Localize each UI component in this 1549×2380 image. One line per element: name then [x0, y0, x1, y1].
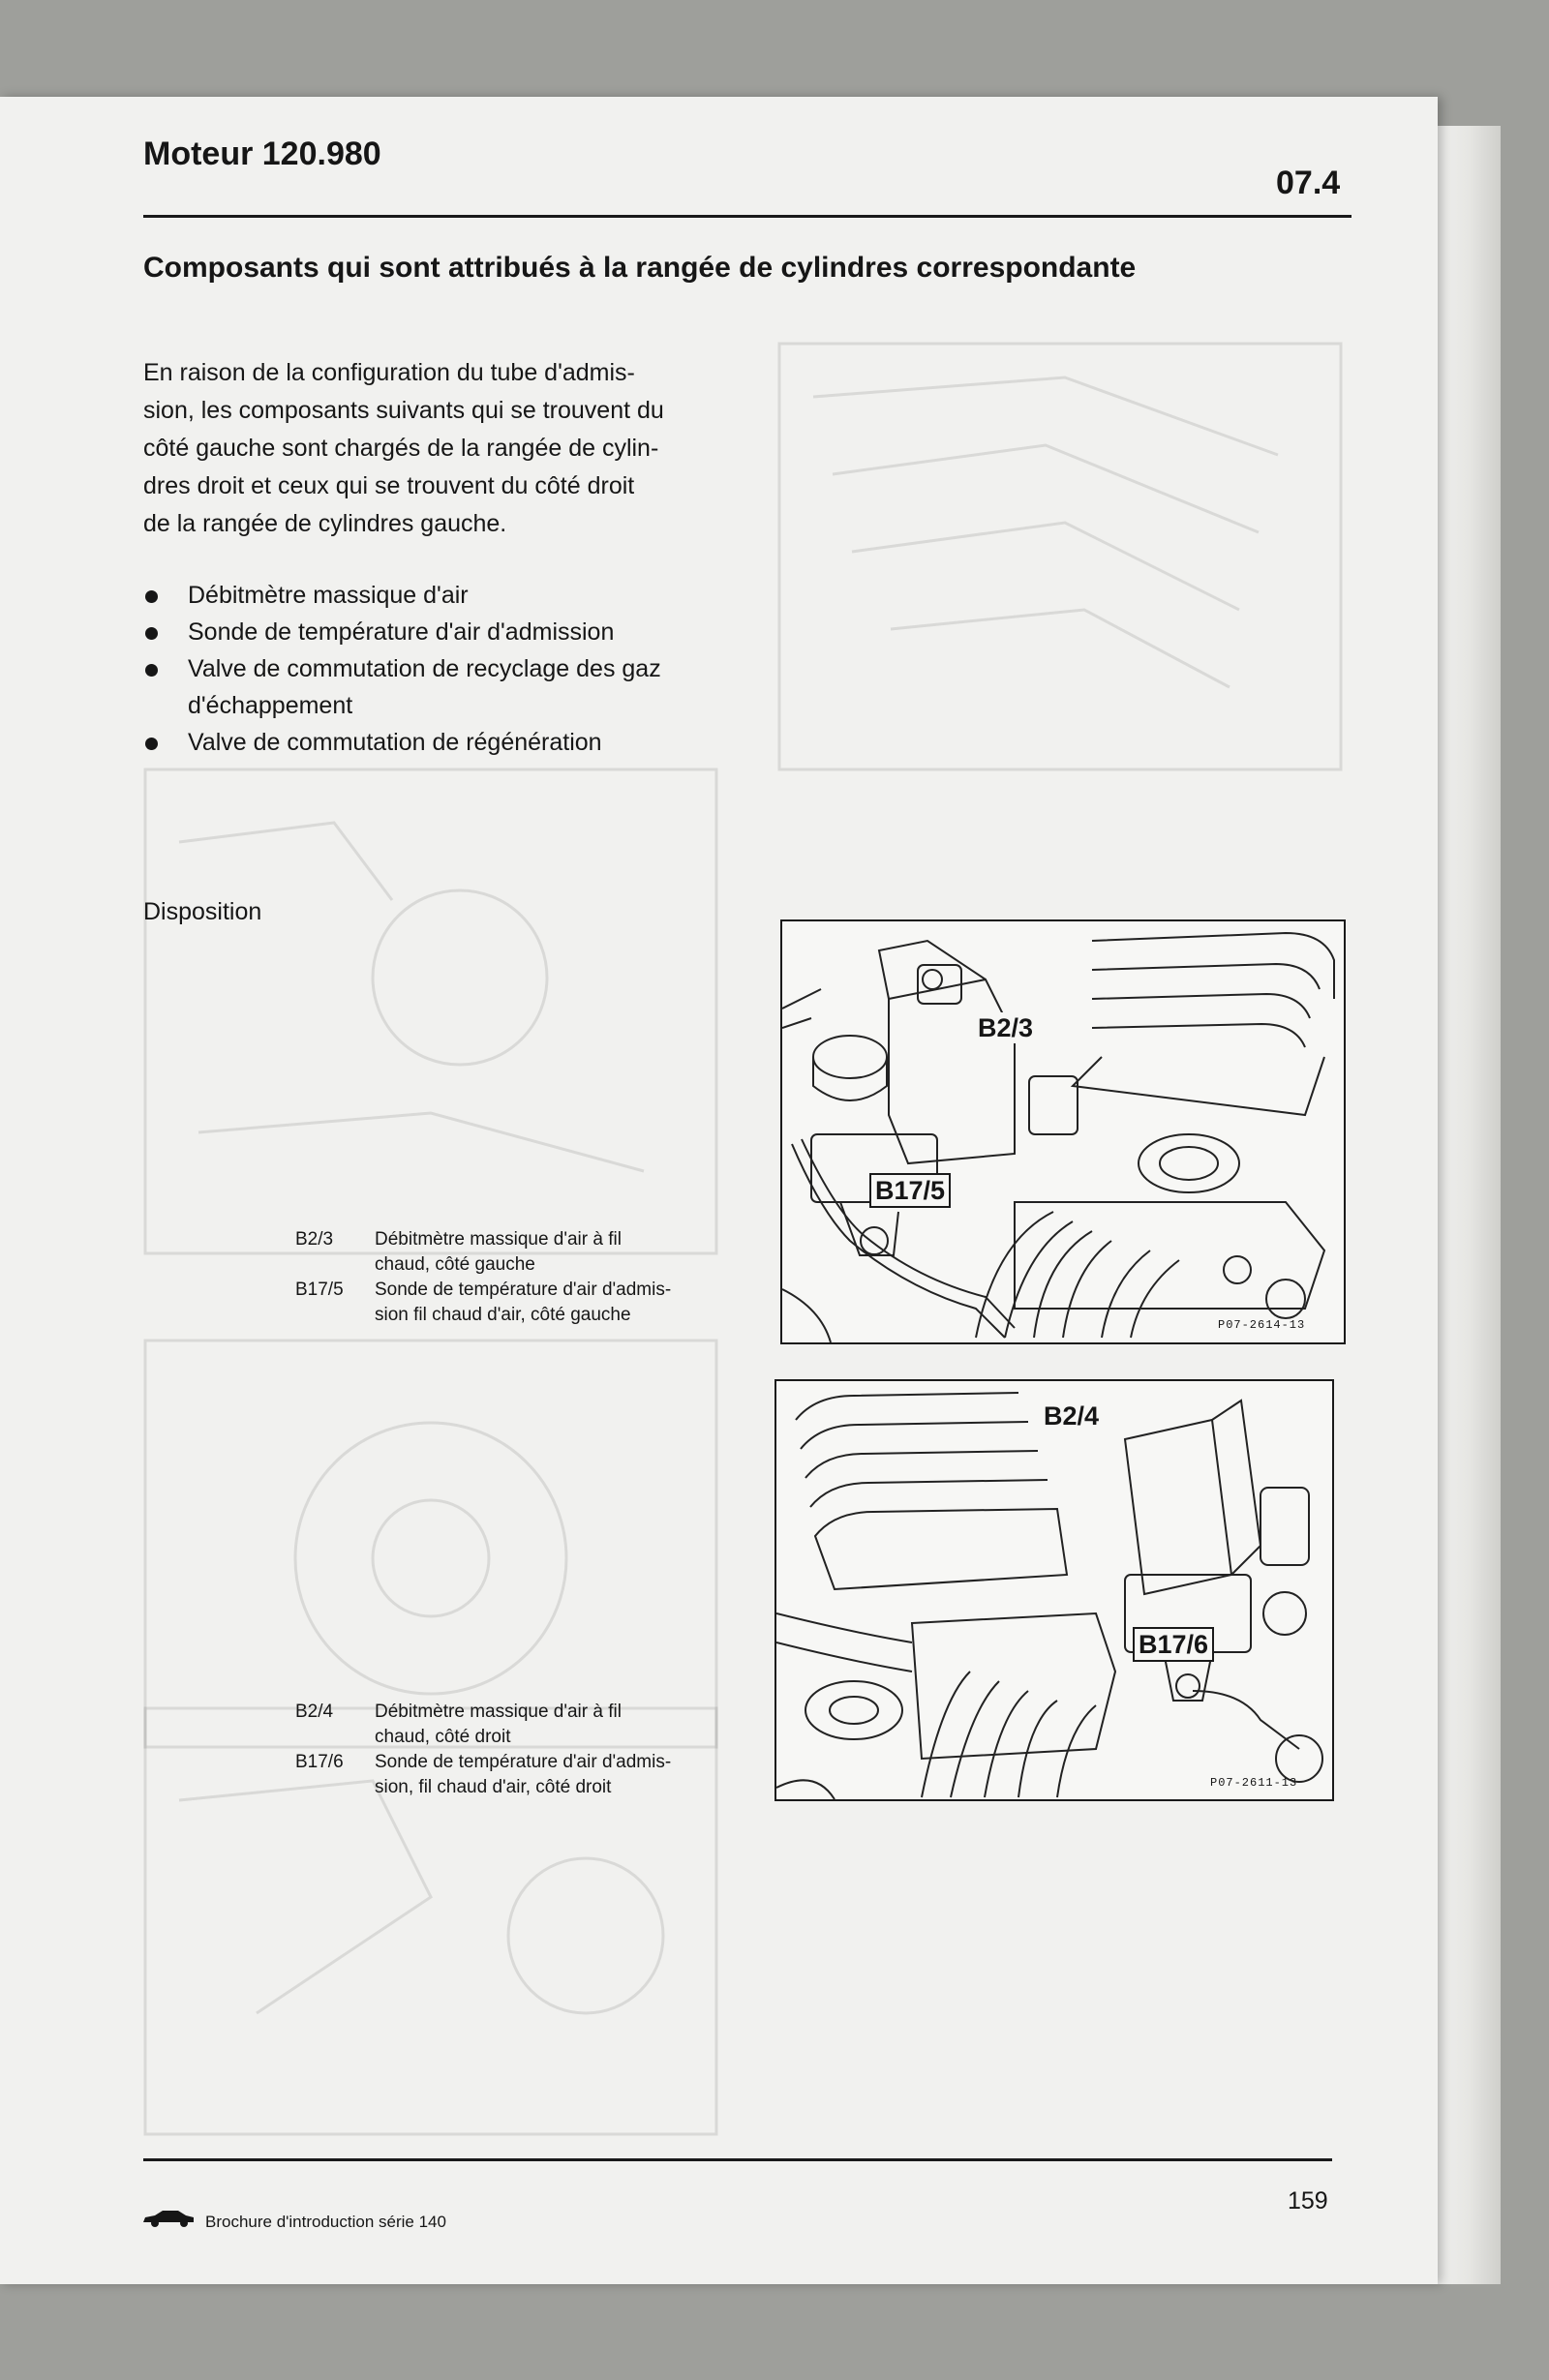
car-icon: [141, 2207, 196, 2228]
page-header-title: Moteur 120.980: [143, 136, 381, 172]
legend-description: [375, 1227, 721, 1278]
legend-code: B2/4: [295, 1702, 334, 1722]
document-page: [0, 97, 1438, 2284]
intro-line: dres droit et ceux qui se trouvent du côté droit: [143, 472, 635, 499]
bleed-through-drawing: [774, 339, 1346, 774]
bleed-through-drawing: [140, 1336, 721, 1752]
legend-line: sion, fil chaud d'air, côté droit: [375, 1777, 612, 1797]
intro-line: sion, les composants suivants qui se trouvent du: [143, 397, 664, 424]
callout-label: B17/6: [1133, 1627, 1214, 1662]
legend-description: [375, 1278, 721, 1328]
legend-line: chaud, côté droit: [375, 1727, 511, 1747]
callout-label: B2/3: [974, 1012, 1037, 1043]
legend-row: [295, 1278, 721, 1328]
disposition-label: Disposition: [143, 898, 262, 925]
bullet-icon: [145, 664, 158, 677]
legend-line: Sonde de température d'air d'admis-: [375, 1280, 672, 1300]
list-item-text: Débitmètre massique d'air: [188, 582, 469, 609]
engine-line-drawing: [782, 921, 1344, 1342]
figure-reference: P07-2611-13: [1210, 1776, 1298, 1790]
header-divider: [143, 215, 1352, 218]
legend-line: Sonde de température d'air d'admis-: [375, 1752, 672, 1772]
legend-code: B17/6: [295, 1752, 344, 1772]
list-item-text: Valve de commutation de recyclage des gaz: [188, 655, 661, 682]
engine-line-drawing: [776, 1381, 1332, 1799]
engine-figure-left: [780, 919, 1346, 1344]
legend-line: Débitmètre massique d'air à fil: [375, 1229, 622, 1250]
callout-label: B2/4: [1040, 1401, 1103, 1431]
bullet-icon: [145, 627, 158, 640]
legend-description: [375, 1700, 721, 1750]
callout-label: B17/5: [869, 1173, 951, 1208]
footer-text: Brochure d'introduction série 140: [205, 2213, 446, 2231]
intro-line: côté gauche sont chargés de la rangée de cylin-: [143, 435, 659, 462]
intro-line: de la rangée de cylindres gauche.: [143, 510, 507, 537]
page-number: 159: [1288, 2187, 1328, 2214]
bleed-through-drawing: [140, 765, 721, 1258]
component-list: [143, 577, 724, 761]
list-item-text: Sonde de température d'air d'admission: [188, 618, 615, 646]
bullet-icon: [145, 738, 158, 750]
list-item: [143, 614, 724, 650]
list-item-text: Valve de commutation de régénération: [188, 729, 602, 756]
legend-line: sion fil chaud d'air, côté gauche: [375, 1305, 631, 1325]
bullet-icon: [145, 590, 158, 603]
footer-divider: [143, 2158, 1332, 2161]
legend-description: [375, 1750, 721, 1800]
section-heading: Composants qui sont attribués à la rangée de cylindres correspondante: [143, 252, 1137, 284]
legend-code: B2/3: [295, 1229, 334, 1250]
list-item: [143, 650, 724, 724]
legend-code: B17/5: [295, 1280, 344, 1300]
section-number: 07.4: [1276, 165, 1341, 201]
figure-reference: P07-2614-13: [1218, 1318, 1306, 1332]
intro-paragraph: [143, 354, 724, 543]
list-item-text: d'échappement: [188, 692, 353, 719]
figure-1-legend: [295, 1227, 721, 1328]
list-item: [143, 724, 724, 761]
legend-line: chaud, côté gauche: [375, 1254, 535, 1275]
legend-row: [295, 1227, 721, 1278]
intro-line: En raison de la configuration du tube d'admis-: [143, 359, 635, 386]
figure-2-legend: [295, 1700, 721, 1800]
legend-row: [295, 1750, 721, 1800]
legend-line: Débitmètre massique d'air à fil: [375, 1702, 622, 1722]
engine-figure-right: [774, 1379, 1334, 1801]
list-item: [143, 577, 724, 614]
legend-row: [295, 1700, 721, 1750]
